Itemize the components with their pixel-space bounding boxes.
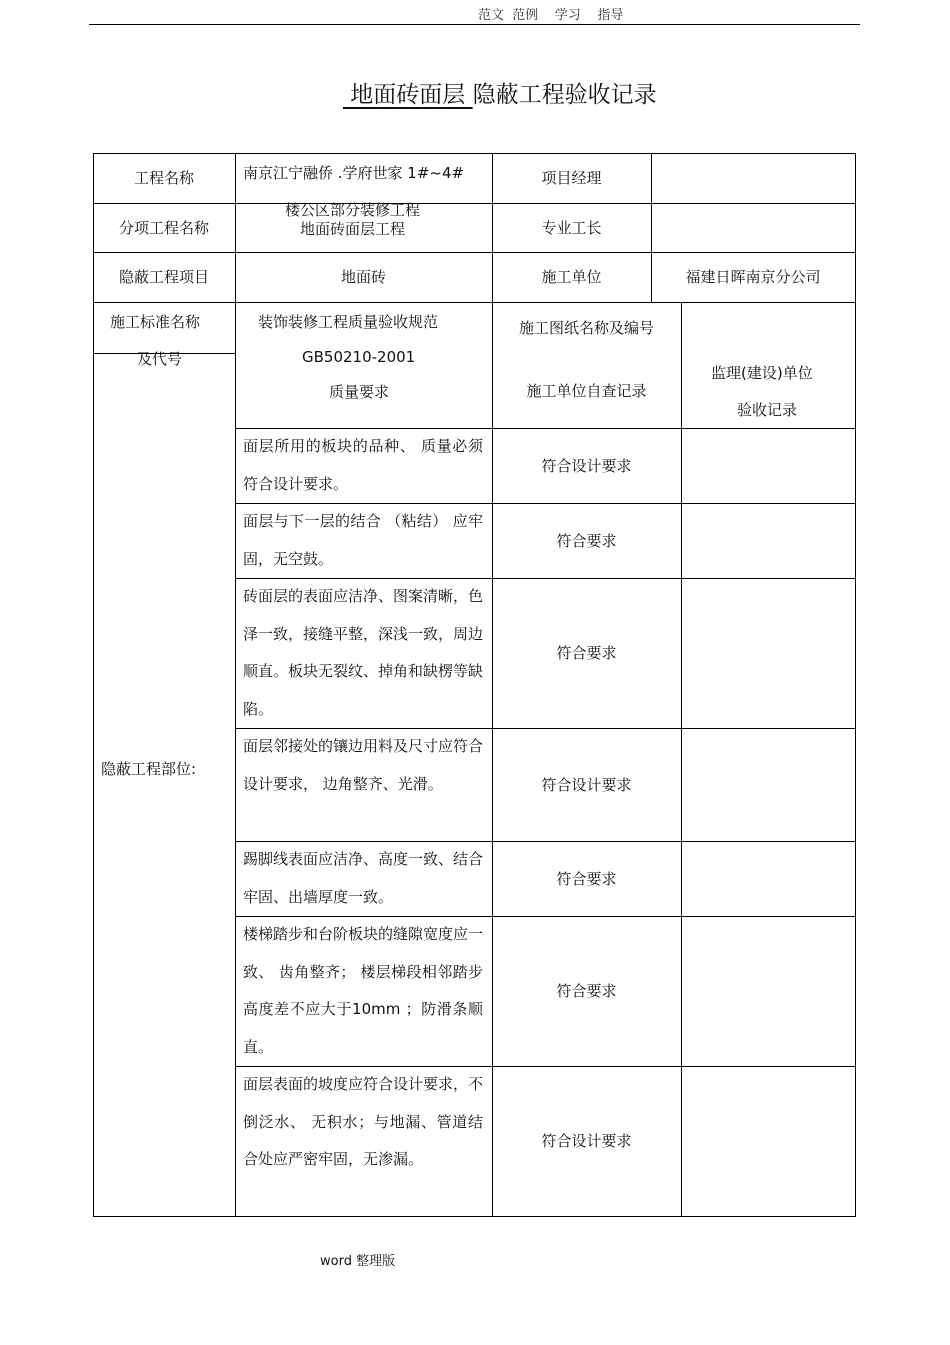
- requirement-6: 楼梯踏步和台阶板块的缝隙宽度应一致、 齿角整齐； 楼层梯段相邻踏步高度差不应大于10mm ；防滑条顺直。: [243, 925, 484, 1056]
- drawing-value: [681, 302, 855, 353]
- concealed-item-value: 地面砖: [340, 268, 386, 286]
- page-title: [343, 76, 657, 109]
- concealed-item-label: 隐蔽工程项目: [118, 268, 209, 286]
- supervision-2: [681, 503, 855, 578]
- standard-value-line1: 装饰装修工程质量验收规范: [258, 313, 439, 331]
- project-manager-value: [651, 153, 855, 203]
- project-name-value-line2: 楼公区部分装修工程: [285, 201, 421, 219]
- requirement-7: 面层表面的坡度应符合设计要求，不倒泛水、 无积水；与地漏、管道结合处应严密牢固，无渗漏。: [243, 1075, 484, 1168]
- supervision-3: [681, 578, 855, 728]
- title-underlined-part: 地面砖面层: [343, 82, 473, 108]
- column-self-check-header: 施工单位自查记录: [526, 381, 647, 400]
- self-check-4: 符合设计要求: [541, 775, 632, 794]
- self-check-5: 符合要求: [556, 869, 617, 888]
- header-rule: [89, 24, 860, 25]
- supervision-1: [681, 428, 855, 503]
- supervision-4: [681, 728, 855, 841]
- project-manager-label: 项目经理: [541, 169, 602, 187]
- column-divider: [235, 153, 236, 1217]
- supervision-7: [681, 1066, 855, 1216]
- requirement-3: 砖面层的表面应洁净、图案清晰，色泽一致，接缝平整，深浅一致，周边顺直。板块无裂纹、掉角和缺楞等缺陷。: [243, 587, 484, 718]
- supervision-5: [681, 841, 855, 916]
- self-check-1: 符合设计要求: [541, 456, 632, 475]
- sub-item-label: 分项工程名称: [118, 218, 209, 237]
- page-header: 范文 范例 学习 指导: [478, 8, 624, 23]
- requirement-2: 面层与下一层的结合 （粘结） 应牢固，无空鼓。: [243, 512, 483, 568]
- table-border-bottom: [93, 1216, 856, 1217]
- title-main-part: 隐蔽工程验收记录: [472, 82, 657, 108]
- table-border-right: [855, 153, 856, 1217]
- column-supervision-header-line2: 验收记录: [737, 401, 798, 419]
- column-supervision-header-line1: 监理(建设)单位: [711, 364, 813, 382]
- requirement-1: 面层所用的板块的品种、 质量必须符合设计要求。: [243, 437, 483, 493]
- foreman-value: [651, 203, 855, 252]
- requirement-4: 面层邻接处的镶边用料及尺寸应符合设计要求， 边角整齐、光滑。: [243, 737, 484, 793]
- concealed-location-label: 隐蔽工程部位:: [101, 760, 197, 778]
- contractor-label: 施工单位: [541, 268, 602, 286]
- self-check-2: 符合要求: [556, 531, 617, 550]
- supervision-6: [681, 916, 855, 1066]
- self-check-3: 符合要求: [556, 644, 617, 662]
- contractor-value: 福建日晖南京分公司: [685, 268, 821, 286]
- standard-label-line2: 及代号: [137, 350, 183, 368]
- project-name-label: 工程名称: [133, 169, 194, 187]
- sub-item-value: 地面砖面层工程: [300, 220, 406, 238]
- drawing-label: 施工图纸名称及编号: [518, 318, 654, 337]
- project-name-value-line1: 南京江宁融侨 .学府世家 1#~4#: [243, 164, 465, 182]
- foreman-label: 专业工长: [541, 218, 602, 237]
- standard-label-line1: 施工标准名称: [110, 313, 201, 331]
- self-check-6: 符合要求: [556, 982, 617, 1000]
- column-quality-header: 质量要求: [329, 383, 390, 401]
- self-check-7: 符合设计要求: [541, 1132, 632, 1150]
- page-footer: word 整理版: [320, 1254, 396, 1269]
- table-border-left: [93, 153, 94, 1217]
- requirement-5: 踢脚线表面应洁净、高度一致、结合牢固、出墙厚度一致。: [243, 850, 484, 906]
- standard-value-line2: GB50210-2001: [302, 348, 416, 366]
